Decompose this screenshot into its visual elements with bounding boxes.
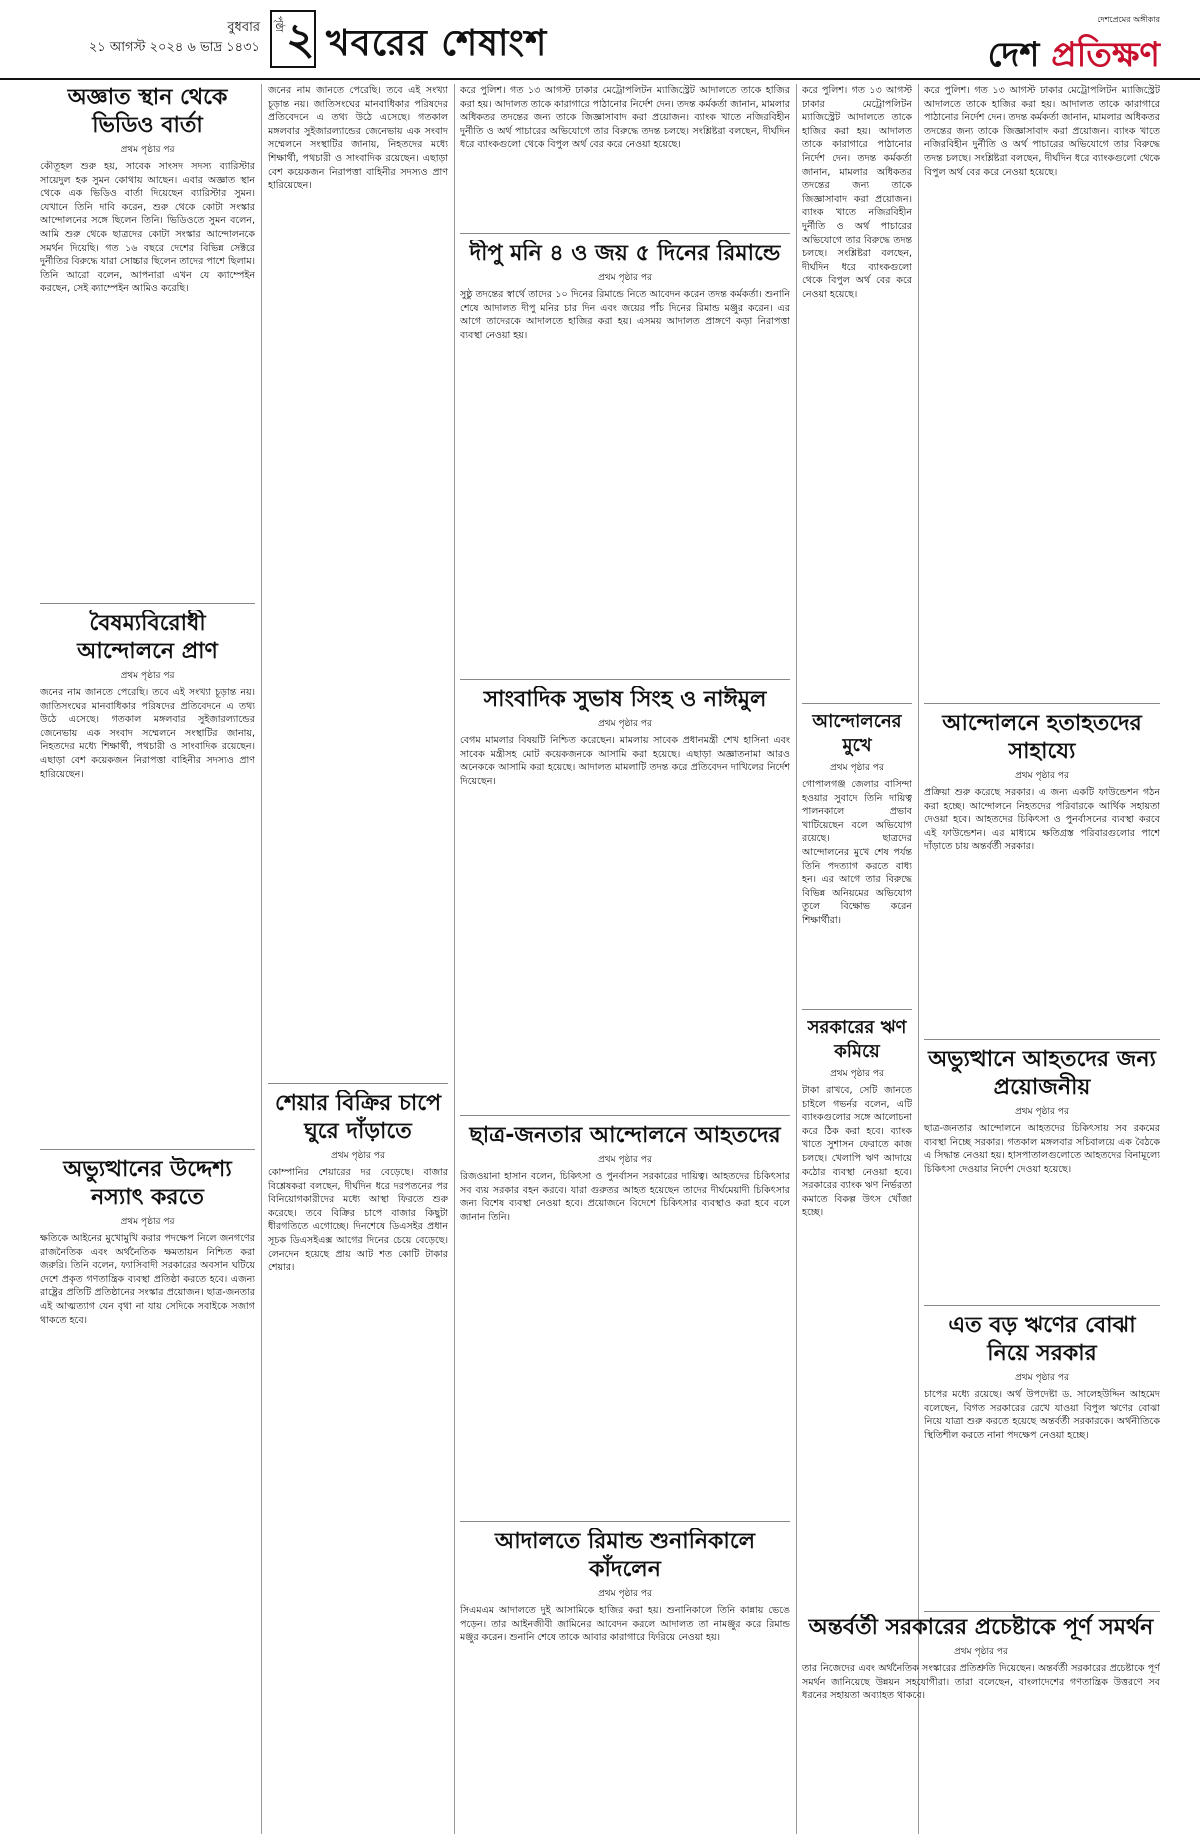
column-4 bbox=[802, 84, 912, 1384]
continued-label: প্রথম পৃষ্ঠার পর bbox=[830, 763, 884, 773]
story-loan-burden bbox=[924, 1312, 1160, 1612]
column-5 bbox=[924, 84, 1160, 1834]
story-court bbox=[460, 1528, 790, 1828]
page-number-box bbox=[270, 10, 316, 68]
section-title: খবরের শেষাংশ bbox=[326, 23, 548, 64]
story-bank-cont bbox=[802, 84, 912, 704]
story-support bbox=[802, 1614, 1160, 1834]
headline: আন্দোলনের মুখে bbox=[812, 711, 902, 756]
story-relief bbox=[924, 710, 1160, 1040]
story-bank-right bbox=[924, 84, 1160, 704]
continued-label: প্রথম পৃষ্ঠার পর bbox=[1015, 1107, 1069, 1117]
story-video-cont bbox=[268, 84, 448, 1084]
story-body: রিজওয়ানা হাসান বলেন, চিকিৎসা ও পুনর্বাসন সরকারের দায়িত্ব। আহতদের চিকিৎসার সব ব্যয় সরকার বহন করবে। যারা গুরুতর আহত হয়েছেন তাদের দীর্ঘমেয়াদী চিকিৎসার জন্য বিশেষ ব্যবস্থা নেওয়া হবে। প্রয়োজনে বিদেশে চিকিৎসার ব্যবস্থাও করা হবে বলে জানান তিনি। bbox=[460, 1171, 790, 1223]
column-2 bbox=[268, 84, 448, 1834]
story-body: করে পুলিশ। গত ১৩ আগস্ট ঢাকার মেট্রোপলিটন ম্যাজিস্ট্রেট আদালতে তাকে হাজির করা হয়। আদালত তাকে কারাগারে পাঠানোর নির্দেশ দেন। তদন্ত কর্মকর্তা জানান, মামলার অধিকতর তদন্তের জন্য তাকে জিজ্ঞাসাবাদ করা প্রয়োজন। ব্যাংক খাতে নজিরবিহীন দুর্নীতি ও অর্থ পাচারের অভিযোগে তার বিরুদ্ধে তদন্ত চলছে। সংশ্লিষ্টরা বলছেন, দীর্ঘদিন ধরে ব্যাংকগুলো থেকে বিপুল অর্থ বের করে নেওয়া হয়েছে। bbox=[802, 85, 912, 300]
page-content bbox=[40, 84, 1160, 1834]
story-body: জনের নাম জানতে পেরেছি। তবে এই সংখ্যা চূড়ান্ত নয়। জাতিসংঘের মানবাধিকার পরিষদের প্রতিবেদনে এ তথ্য উঠে এসেছে। গতকাল মঙ্গলবার সুইজারল্যান্ডের জেনেভায় এক সংবাদ সম্মেলনে সংস্থাটির জানায়, নিহতদের মধ্যে শিক্ষার্থী, পথচারী ও সাংবাদিক রয়েছেন। এছাড়া বেশ কয়েকজন নিরাপত্তা বাহিনীর সদস্যও প্রাণ হারিয়েছেন। bbox=[268, 85, 448, 192]
continued-label: প্রথম পৃষ্ঠার পর bbox=[598, 273, 652, 283]
story-body: জনের নাম জানতে পেরেছি। তবে এই সংখ্যা চূড়ান্ত নয়। জাতিসংঘের মানবাধিকার পরিষদের প্রতিবেদনে এ তথ্য উঠে এসেছে। গতকাল মঙ্গলবার সুইজারল্যান্ডের জেনেভায় এক সংবাদ সম্মেলনে সংস্থাটির জানায়, নিহতদের মধ্যে শিক্ষার্থী, পথচারী ও সাংবাদিক রয়েছেন। এছাড়া বেশ কয়েকজন নিরাপত্তা বাহিনীর সদস্যও প্রাণ হারিয়েছেন। bbox=[40, 687, 255, 780]
continued-label: প্রথম পৃষ্ঠার পর bbox=[598, 1589, 652, 1599]
column-divider bbox=[454, 84, 455, 1834]
headline: অন্তর্বর্তী সরকারের প্রচেষ্টাকে পূর্ণ সমর্থন bbox=[808, 1615, 1154, 1640]
story-body: চাপের মধ্যে রয়েছে। অর্থ উপদেষ্টা ড. সালেহউদ্দিন আহমেদ বলেছেন, বিগত সরকারের রেখে যাওয়া বিপুল ঋণের বোঝা নিয়ে যাত্রা শুরু করতে হয়েছে অন্তর্বর্তী সরকারকে। অর্থনীতিকে স্থিতিশীল করতে নানা পদক্ষেপ নেওয়া হচ্ছে। bbox=[924, 1389, 1160, 1441]
story-video bbox=[40, 84, 255, 604]
continued-label: প্রথম পৃষ্ঠার পর bbox=[331, 1151, 385, 1161]
story-discrimination bbox=[40, 610, 255, 1150]
newspaper-logo bbox=[988, 14, 1160, 86]
story-body: কৌতূহল শুরু হয়, সাবেক সাংসদ সদস্য ব্যারিস্টার সায়েদুল হক সুমন কোথায় আছেন। এবার অজ্ঞাত স্থান থেকে এক ভিডিও বার্তা দিয়েছেন ব্যারিস্টার সুমন। যেখানে তিনি দাবি করেন, শুরু থেকে কোটা সংস্কার আন্দোলনের সঙ্গে ছিলেন তিনি। ভিডিওতে সুমন বলেন, আমি শুরু থেকে ছাত্রদের কোটা সংস্কার আন্দোলনকে সমর্থন দিয়েছি। গত ১৬ বছরে দেশের বিভিন্ন সেক্টরে দুর্নীতির বিরুদ্ধে যারা সোচ্চার ছিলেন তাদের পাশে ছিলাম। তিনি আরো বলেন, আপনারা এখন যে ক্যাম্পেইন করছেন, সেই ক্যাম্পেইন আমিও করেছি। bbox=[40, 161, 255, 295]
story-body: ক্ষতিকে আইনের মুখোমুখি করার পদক্ষেপ নিলে জনগণের রাজনৈতিক এবং অর্থনৈতিক ক্ষমতায়ন নিশ্চিত করা জরুরি। তিনি বলেন, ফ্যাসিবাদী সরকারের অবসান ঘটিয়ে দেশে প্রকৃত গণতান্ত্রিক ব্যবস্থা প্রতিষ্ঠা করতে হবে। এজন্য রাষ্ট্রের প্রতিটি প্রতিষ্ঠানের সংস্কার প্রয়োজন। ছাত্র-জনতার এই আত্মত্যাগ যেন বৃথা না যায় সেদিকে সবাইকে সজাগ থাকতে হবে। bbox=[40, 1233, 255, 1326]
story-body: ছাত্র-জনতার আন্দোলনে আহতদের চিকিৎসায় সব রকমের ব্যবস্থা নিচ্ছে সরকার। গতকাল মঙ্গলবার সচিবালয়ে এক বৈঠকে এ সিদ্ধান্ত নেওয়া হয়। হাসপাতালগুলোতে আহতদের বিনামূল্যে চিকিৎসা দেওয়ার নির্দেশ দেওয়া হয়েছে। bbox=[924, 1123, 1160, 1175]
continued-label: প্রথম পৃষ্ঠার পর bbox=[598, 719, 652, 729]
continued-label: প্রথম পৃষ্ঠার পর bbox=[830, 1069, 884, 1079]
continued-label: প্রথম পৃষ্ঠার পর bbox=[1015, 1373, 1069, 1383]
column-divider bbox=[796, 84, 797, 1834]
headline: অভ্যুত্থানে আহতদের জন্য প্রয়োজনীয় bbox=[928, 1047, 1156, 1100]
story-dipu bbox=[460, 240, 790, 680]
story-body: প্রক্রিয়া শুরু করেছে সরকার। এ জন্য একটি ফাউন্ডেশন গঠন করা হচ্ছে। আন্দোলনে নিহতদের পরিবারকে আর্থিক সহায়তা দেওয়া হবে। আহতদের চিকিৎসা ও পুনর্বাসনের ব্যবস্থা করবে এই ফাউন্ডেশন। এর মাধ্যমে ক্ষতিগ্রস্ত পরিবারগুলোর পাশে দাঁড়াতে চায় অন্তর্বর্তী সরকার। bbox=[924, 787, 1160, 853]
continued-label: প্রথম পৃষ্ঠার পর bbox=[120, 671, 175, 681]
column-divider bbox=[261, 84, 262, 1834]
column-1 bbox=[40, 84, 255, 1834]
continued-label: প্রথম পৃষ্ঠার পর bbox=[598, 1155, 652, 1165]
story-body: টাকা রাখবে, সেটি জানতে চাইলে গভর্নর বলেন, এটি ব্যাংকগুলোর সঙ্গে আলোচনা করে ঠিক করা হবে। ব্যাংক খাতে সুশাসন ফেরাতে কাজ চলছে। খেলাপি ঋণ আদায়ে কঠোর ব্যবস্থা নেওয়া হবে। সরকারের ব্যাংক ঋণ নির্ভরতা কমাতে বিকল্প উৎস খোঁজা হচ্ছে। bbox=[802, 1085, 912, 1219]
story-body: করে পুলিশ। গত ১৩ আগস্ট ঢাকার মেট্রোপলিটন ম্যাজিস্ট্রেট আদালতে তাকে হাজির করা হয়। আদালত তাকে কারাগারে পাঠানোর নির্দেশ দেন। তদন্ত কর্মকর্তা জানান, মামলার অধিকতর তদন্তের জন্য তাকে জিজ্ঞাসাবাদ করা প্রয়োজন। ব্যাংক খাতে নজিরবিহীন দুর্নীতি ও অর্থ পাচারের অভিযোগে তার বিরুদ্ধে তদন্ত চলছে। সংশ্লিষ্টরা বলছেন, দীর্ঘদিন ধরে ব্যাংকগুলো থেকে বিপুল অর্থ বের করে নেওয়া হয়েছে। bbox=[924, 85, 1160, 178]
continued-label: প্রথম পৃষ্ঠার পর bbox=[954, 1647, 1008, 1657]
headline: অভ্যুত্থানের উদ্দেশ্য নস্যাৎ করতে bbox=[63, 1157, 232, 1210]
headline: সরকারের ঋণ কমিয়ে bbox=[807, 1017, 907, 1062]
headline: বৈষম্যবিরোধী আন্দোলনে প্রাণ bbox=[77, 611, 218, 664]
story-body: গোপালগঞ্জ জেলার বাসিন্দা হওয়ার সুবাদে তিনি দায়িত্ব পালনকালে প্রভাব খাটিয়েছেন বলে অভিযোগ রয়েছে। ছাত্রদের আন্দোলনের মুখে শেষ পর্যন্ত তিনি পদত্যাগ করতে বাধ্য হন। এর আগে তার বিরুদ্ধে বিভিন্ন অনিয়মের অভিযোগ তুলে বিক্ষোভ করেন শিক্ষার্থীরা। bbox=[802, 779, 912, 926]
story-body: বেগম মামলার বিষয়টি নিশ্চিত করেছেন। মামলায় সাবেক প্রধানমন্ত্রী শেখ হাসিনা এবং সাবেক মন্ত্রীসহ মোট কয়েকজনকে আসামি করা হয়েছে। এছাড়া অজ্ঞাতনামা আরও অনেককে আসামি করা হয়েছে। আদালত মামলাটি তদন্ত করে প্রতিবেদন দাখিলের নির্দেশ দিয়েছেন। bbox=[460, 735, 790, 787]
story-injured bbox=[460, 1122, 790, 1522]
continued-label: প্রথম পৃষ্ঠার পর bbox=[120, 1217, 175, 1227]
issue-date: বুধবার ২১ আগস্ট ২০২৪ ৬ ভাদ্র ১৪৩১ bbox=[88, 20, 260, 55]
headline: সাংবাদিক সুভাষ সিংহ ও নাঈমুল bbox=[483, 687, 767, 712]
story-uprising bbox=[40, 1156, 255, 1816]
story-body: সুষ্ঠু তদন্তের স্বার্থে তাদের ১০ দিনের রিমান্ডে নিতে আবেদন করেন তদন্ত কর্মকর্তা। শুনানি শেষে আদালত দীপু মনির চার দিন এবং জয়ের পাঁচ দিনের রিমান্ড মঞ্জুর করেন। এর আগে তাদেরকে আদালতে হাজির করা হয়। এসময় আদালত প্রাঙ্গণে কড়া নিরাপত্তা ব্যবস্থা নেওয়া হয়। bbox=[460, 289, 790, 341]
story-body: সিএমএম আদালতে দুই আসামিকে হাজির করা হয়। শুনানিকালে তিনি কান্নায় ভেঙে পড়েন। তার আইনজীবী জামিনের আবেদন করলে আদালত তা নামঞ্জুর করে রিমান্ড মঞ্জুর করেন। শুনানি শেষে তাকে আবার কারাগারে ফিরিয়ে নেওয়া হয়। bbox=[460, 1605, 790, 1644]
story-bank bbox=[460, 84, 790, 234]
logo-text: দেশ প্রতিক্ষণ bbox=[987, 35, 1160, 75]
headline: দীপু মনি ৪ ও জয় ৫ দিনের রিমান্ডে bbox=[469, 241, 781, 266]
headline: অজ্ঞাত স্থান থেকে ভিডিও বার্তা bbox=[67, 85, 228, 138]
tagline: দেশপ্রেমের অঙ্গীকার bbox=[1097, 15, 1160, 24]
continued-label: প্রথম পৃষ্ঠার পর bbox=[120, 145, 175, 155]
story-movement bbox=[802, 710, 912, 1010]
headline: আন্দোলনে হতাহতদের সাহায্যে bbox=[942, 711, 1142, 764]
story-body: তার নিজেদের এবং অর্থনৈতিক সংস্কারের প্রতিশ্রুতি দিয়েছেন। অন্তর্বর্তী সরকারের প্রচেষ্টাকে পূর্ণ সমর্থন জানিয়েছে উন্নয়ন সহযোগীরা। তারা বলেছেন, বাংলাদেশের গণতান্ত্রিক উত্তরণে সব ধরনের সহায়তা অব্যাহত থাকবে। bbox=[802, 1663, 1160, 1702]
headline: শেয়ার বিক্রির চাপে ঘুরে দাঁড়াতে bbox=[274, 1091, 442, 1144]
page-number: ২ bbox=[286, 14, 315, 65]
story-debt bbox=[802, 1016, 912, 1376]
continued-label: প্রথম পৃষ্ঠার পর bbox=[1015, 771, 1069, 781]
headline: আদালতে রিমান্ড শুনানিকালে কাঁদলেন bbox=[494, 1529, 756, 1582]
story-journalist bbox=[460, 686, 790, 1116]
story-injured-need bbox=[924, 1046, 1160, 1306]
column-divider bbox=[918, 84, 919, 1834]
masthead bbox=[0, 0, 1200, 80]
headline: এত বড় ঋণের বোঝা নিয়ে সরকার bbox=[948, 1313, 1136, 1366]
page-label: পৃষ্ঠা bbox=[273, 16, 284, 33]
headline: ছাত্র-জনতার আন্দোলনে আহতদের bbox=[469, 1123, 781, 1148]
story-body: করে পুলিশ। গত ১৩ আগস্ট ঢাকার মেট্রোপলিটন ম্যাজিস্ট্রেট আদালতে তাকে হাজির করা হয়। আদালত তাকে কারাগারে পাঠানোর নির্দেশ দেন। তদন্ত কর্মকর্তা জানান, মামলার অধিকতর তদন্তের জন্য তাকে জিজ্ঞাসাবাদ করা প্রয়োজন। ব্যাংক খাতে নজিরবিহীন দুর্নীতি ও অর্থ পাচারের অভিযোগে তার বিরুদ্ধে তদন্ত চলছে। সংশ্লিষ্টরা বলছেন, দীর্ঘদিন ধরে ব্যাংকগুলো থেকে বিপুল অর্থ বের করে নেওয়া হয়েছে। bbox=[460, 85, 790, 151]
story-body: কোম্পানির শেয়ারের দর বেড়েছে। বাজার বিশ্লেষকরা বলছেন, দীর্ঘদিন ধরে দরপতনের পর বিনিয়োগকারীদের মধ্যে আস্থা ফিরতে শুরু করেছে। তবে বিক্রির চাপে বাজার কিছুটা ধীরগতিতে এগোচ্ছে। দিনশেষে ডিএসইর প্রধান সূচক ডিএসইএক্স আগের দিনের চেয়ে বেড়েছে। লেনদেন হয়েছে প্রায় আট শত কোটি টাকার শেয়ার। bbox=[268, 1167, 448, 1274]
story-share bbox=[268, 1090, 448, 1830]
column-3 bbox=[460, 84, 790, 1834]
